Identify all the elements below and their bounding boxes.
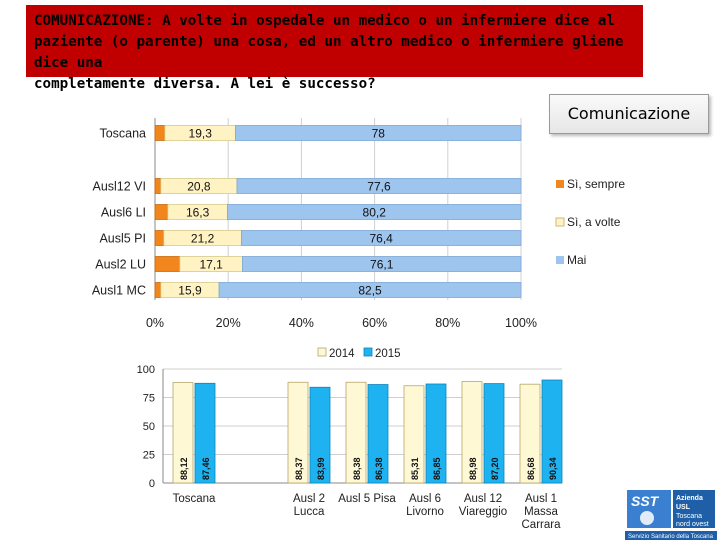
bar-segment <box>155 179 161 194</box>
data-label: 20,8 <box>187 179 211 194</box>
y-tick-label: 100 <box>136 364 155 376</box>
legend-swatch <box>556 256 564 264</box>
category-label: Toscana <box>172 493 216 505</box>
category-label: Viareggio <box>458 506 508 518</box>
svg-text:Azienda: Azienda <box>676 495 703 502</box>
legend-label: 2014 <box>329 348 355 360</box>
data-label: 76,1 <box>370 257 394 272</box>
category-label: Ausl2 LU <box>95 257 146 272</box>
category-label: Ausl 5 Pisa <box>338 493 396 505</box>
category-label: Ausl 1 <box>525 493 557 505</box>
data-label: 21,2 <box>190 231 215 246</box>
legend-swatch <box>556 180 564 188</box>
legend-swatch <box>318 348 326 356</box>
x-tick-label: 100% <box>505 316 537 330</box>
category-label: Ausl1 MC <box>91 283 146 298</box>
legend-label: Sì, sempre <box>567 177 626 191</box>
data-label: 86,68 <box>526 457 536 480</box>
data-label: 88,98 <box>468 457 478 480</box>
bar-segment <box>155 231 164 246</box>
data-label: 85,31 <box>410 457 420 480</box>
legend-swatch <box>556 218 564 226</box>
x-tick-label: 0% <box>145 316 165 330</box>
bar-segment <box>155 257 180 272</box>
data-label: 76,4 <box>369 231 393 246</box>
data-label: 17,1 <box>199 257 223 272</box>
data-label: 80,2 <box>362 205 386 220</box>
data-label: 16,3 <box>185 205 210 220</box>
bar-segment <box>155 283 161 298</box>
data-label: 83,99 <box>316 457 326 480</box>
data-label: 82,5 <box>358 283 382 298</box>
x-tick-label: 80% <box>435 316 461 330</box>
svg-text:nord ovest: nord ovest <box>676 521 709 528</box>
data-label: 77,6 <box>367 179 391 194</box>
category-label: Lucca <box>293 506 325 518</box>
category-label: Toscana <box>99 126 146 141</box>
y-tick-label: 75 <box>142 392 155 405</box>
svg-text:USL: USL <box>676 504 690 511</box>
category-label: Carrara <box>521 519 561 531</box>
y-tick-label: 25 <box>142 449 155 462</box>
x-tick-label: 20% <box>215 316 241 330</box>
legend-label: Mai <box>567 253 587 267</box>
data-label: 88,37 <box>294 457 304 480</box>
section-tag: Comunicazione <box>549 94 709 134</box>
x-tick-label: 60% <box>362 316 388 330</box>
data-label: 19,3 <box>188 126 212 141</box>
data-label: 78 <box>371 126 385 141</box>
category-label: Ausl 6 <box>409 493 441 505</box>
legend-label: 2015 <box>375 348 401 360</box>
y-tick-label: 0 <box>148 478 155 490</box>
data-label: 87,46 <box>201 457 211 480</box>
svg-text:Toscana: Toscana <box>676 513 703 520</box>
category-label: Ausl 2 <box>293 493 325 505</box>
category-label: Ausl 12 <box>463 493 503 505</box>
bar-segment <box>155 126 165 141</box>
bar-segment <box>155 205 168 220</box>
x-tick-label: 40% <box>288 316 314 330</box>
category-label: Ausl5 PI <box>99 231 146 246</box>
legend-label: Sì, a volte <box>567 215 621 229</box>
category-label: Livorno <box>406 506 444 518</box>
data-label: 15,9 <box>178 283 202 298</box>
category-label: Ausl12 VI <box>92 179 146 194</box>
data-label: 88,12 <box>179 457 189 480</box>
sst-logo <box>625 488 717 540</box>
data-label: 90,34 <box>548 457 558 480</box>
category-label: Massa <box>524 506 558 518</box>
svg-text:SST: SST <box>631 493 659 509</box>
legend-swatch <box>364 348 372 356</box>
data-label: 87,20 <box>490 457 500 480</box>
svg-text:Servizio Sanitario della Tosca: Servizio Sanitario della Toscana <box>628 534 713 540</box>
question-header: COMUNICAZIONE: A volte in ospedale un medico o un infermiere dice al paziente (o parente) una cosa, ed un altro medico o infermiere gliene dice una completamente diversa. A lei è successo? <box>26 5 643 77</box>
data-label: 86,38 <box>374 457 384 480</box>
y-tick-label: 50 <box>142 421 155 433</box>
data-label: 88,38 <box>352 457 362 480</box>
category-label: Ausl6 LI <box>100 205 146 220</box>
data-label: 86,85 <box>432 457 442 480</box>
